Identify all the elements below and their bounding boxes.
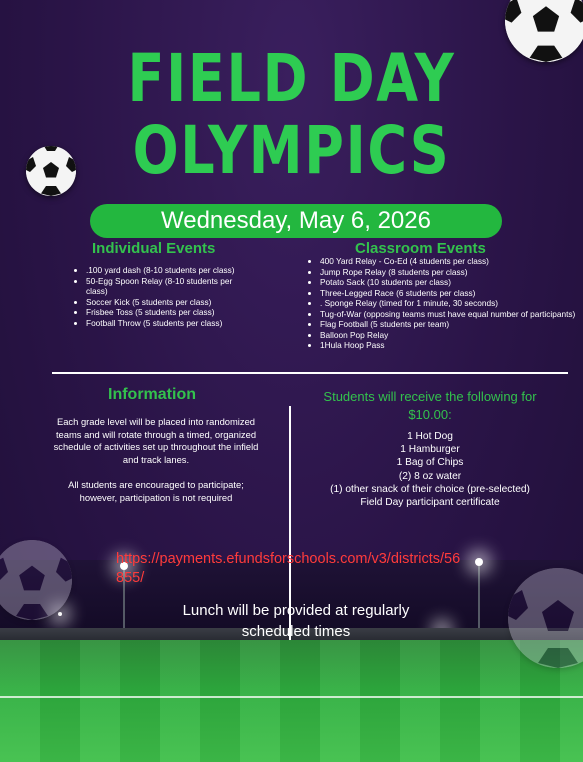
- list-item: • 400 Yard Relay - Co-Ed (4 students per class): [320, 256, 582, 267]
- list-item: (1) other snack of their choice (pre-selected): [330, 483, 530, 495]
- soccer-field: [0, 640, 583, 762]
- list-item: • 1Hula Hoop Pass: [320, 340, 582, 351]
- list-item: • Football Throw (5 students per class): [86, 318, 256, 329]
- title-line-1: FIELD DAY: [127, 40, 456, 117]
- lunch-notice: Lunch will be provided at regularly scheduled times: [182, 602, 410, 640]
- payment-link[interactable]: https://payments.efundsforschools.com/v3/districts/56855/: [116, 551, 461, 586]
- classroom-events-list: [306, 256, 582, 351]
- list-item: • Balloon Pop Relay: [320, 330, 582, 341]
- list-item: 1 Bag of Chips: [396, 457, 464, 469]
- information-paragraph-2: All students are encouraged to participate; however, participation is not required: [68, 479, 244, 503]
- horizontal-divider: [52, 372, 568, 374]
- individual-events-heading: Individual Events: [92, 240, 216, 257]
- list-item: 1 Hamburger: [400, 444, 460, 456]
- list-item: • . Sponge Relay (timed for 1 minute, 30 seconds): [320, 298, 582, 309]
- information-paragraph-1: Each grade level will be placed into randomized teams and will rotate through a timed, organized schedule of activities set up throughout the infield and track lanes.: [53, 416, 259, 465]
- list-item: 1 Hot Dog: [407, 431, 453, 442]
- receive-heading: Students will receive the following for $10.00:: [323, 389, 537, 422]
- list-item: • Three-Legged Race (6 students per class): [320, 288, 582, 299]
- individual-events-list: [72, 265, 256, 328]
- title-line-2: OLYMPICS: [132, 112, 451, 189]
- list-item: • Flag Football (5 students per team): [320, 319, 582, 330]
- list-item: (2) 8 oz water: [398, 470, 462, 482]
- list-item: • 50-Egg Spoon Relay (8-10 students per class): [86, 276, 256, 297]
- stadium-light: [58, 612, 62, 616]
- list-item: • Soccer Kick (5 students per class): [86, 297, 256, 308]
- field-line: [0, 696, 583, 698]
- light-pole: [478, 566, 480, 630]
- information-heading: Information: [108, 386, 196, 403]
- list-item: • Frisbee Toss (5 students per class): [86, 307, 256, 318]
- receive-list: [305, 430, 555, 509]
- stadium-light: [475, 558, 483, 566]
- list-item: Field Day participant certificate: [360, 497, 500, 509]
- list-item: • Potato Sack (10 students per class): [320, 277, 582, 288]
- list-item: • Jump Rope Relay (8 students per class): [320, 267, 582, 278]
- date-banner: Wednesday, May 6, 2026: [90, 204, 502, 238]
- classroom-events-heading: Classroom Events: [355, 240, 486, 257]
- list-item: • Tug-of-War (opposing teams must have equal number of participants): [320, 309, 582, 320]
- list-item: • .100 yard dash (8-10 students per class): [86, 265, 256, 276]
